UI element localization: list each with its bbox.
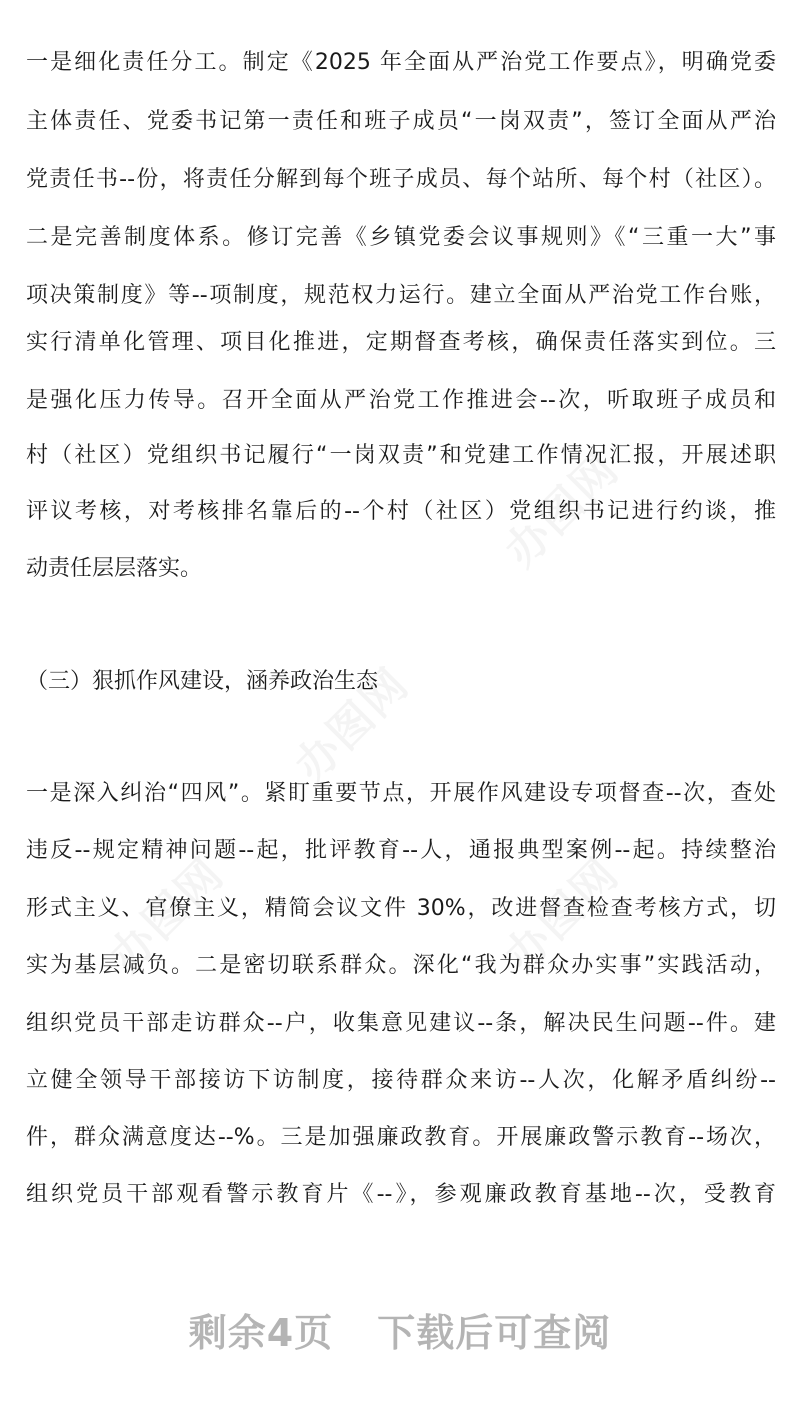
- download-to-view-label[interactable]: 下载后可查阅: [377, 1311, 612, 1355]
- paragraph-line: 实为基层减负。二是密切联系群众。深化“我为群众办实事”实践活动，: [26, 953, 776, 978]
- paragraph-line: 组织党员干部观看警示教育片《--》，参观廉政教育基地--次，受教育: [26, 1182, 776, 1207]
- paragraph-line: 实行清单化管理、项目化推进，定期督查考核，确保责任落实到位。三: [26, 330, 776, 355]
- paragraph-line: 件，群众满意度达--%。三是加强廉政教育。开展廉政警示教育--场次，: [26, 1125, 776, 1150]
- paragraph-line: 党责任书--份，将责任分解到每个班子成员、每个站所、每个村（社区）。: [26, 167, 776, 192]
- paragraph-line: 村（社区）党组织书记履行“一岗双责”和党建工作情况汇报，开展述职: [26, 443, 776, 468]
- section-heading: （三）狠抓作风建设，涵养政治生态: [26, 669, 379, 694]
- paragraph-line: 立健全领导干部接访下访制度，接待群众来访--人次，化解矛盾纠纷--: [26, 1068, 776, 1093]
- download-banner[interactable]: [0, 1308, 800, 1358]
- paragraph-line: 一是细化责任分工。制定《2025 年全面从严治党工作要点》，明确党委: [26, 50, 776, 75]
- paragraph-line: 形式主义、官僚主义，精简会议文件 30%，改进督查检查考核方式，切: [26, 896, 776, 921]
- remaining-pages-label: 剩余4页: [188, 1311, 334, 1355]
- paragraph-line: 是强化压力传导。召开全面从严治党工作推进会--次，听取班子成员和: [26, 388, 776, 413]
- paragraph-line: 评议考核，对考核排名靠后的--个村（社区）党组织书记进行约谈，推: [26, 499, 776, 524]
- paragraph-line: 二是完善制度体系。修订完善《乡镇党委会议事规则》《“三重一大”事: [26, 225, 776, 250]
- paragraph-line: 主体责任、党委书记第一责任和班子成员“一岗双责”，签订全面从严治: [26, 109, 776, 134]
- paragraph-line: 组织党员干部走访群众--户，收集意见建议--条，解决民生问题--件。建: [26, 1011, 776, 1036]
- paragraph-line: 项决策制度》等--项制度，规范权力运行。建立全面从严治党工作台账，: [26, 283, 776, 308]
- paragraph-line: 一是深入纠治“四风”。紧盯重要节点，开展作风建设专项督查--次，查处: [26, 781, 776, 806]
- paragraph-line: 动责任层层落实。: [26, 556, 203, 581]
- paragraph-line: 违反--规定精神问题--起，批评教育--人，通报典型案例--起。持续整治: [26, 838, 776, 863]
